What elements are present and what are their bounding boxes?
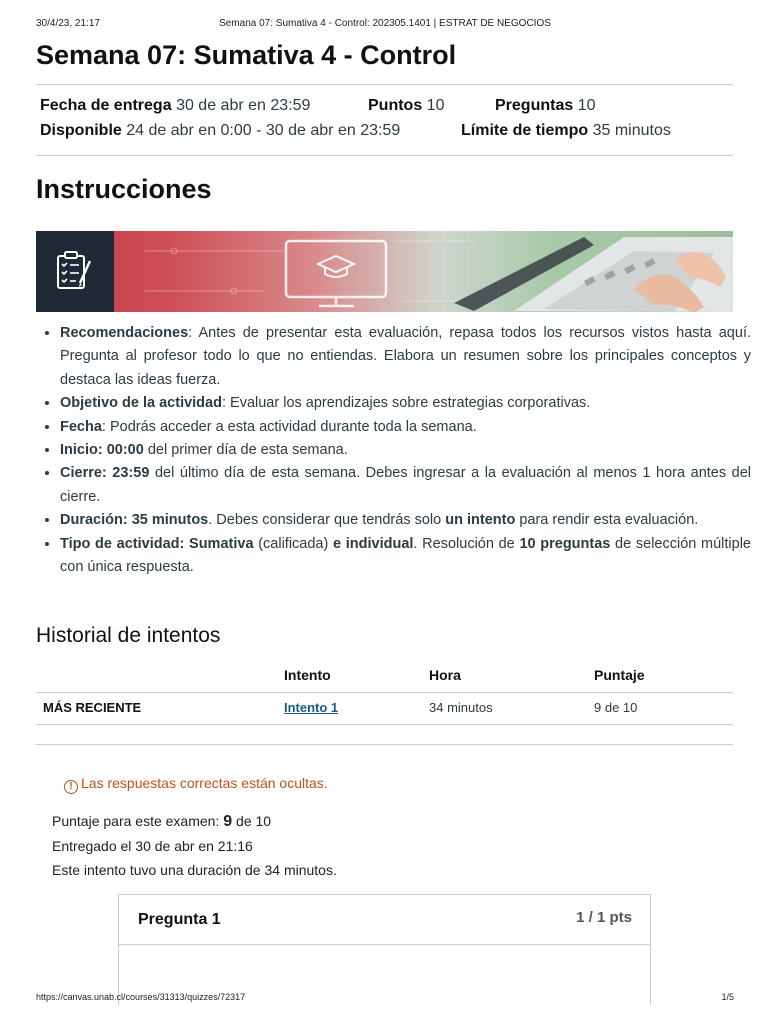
questions-value: 10 bbox=[577, 97, 596, 114]
availability-label: Disponible bbox=[40, 122, 122, 139]
graduation-monitor-icon bbox=[286, 241, 386, 306]
print-url: https://canvas.unab.cl/courses/31313/quizzes/72317 bbox=[36, 992, 246, 1002]
attempt-duration: Este intento tuvo una duración de 34 minutos. bbox=[52, 862, 337, 878]
notice-text: Las respuestas correctas están ocultas. bbox=[81, 775, 328, 791]
alert-icon: ! bbox=[64, 780, 78, 794]
list-item: • Objetivo de la actividad: Evaluar los aprendizajes sobre estrategias corporativas. bbox=[60, 392, 751, 415]
points-value: 10 bbox=[426, 97, 445, 114]
submitted-date: Entregado el 30 de abr en 21:16 bbox=[52, 838, 253, 854]
question-title: Pregunta 1 bbox=[138, 911, 221, 928]
time-limit-label: Límite de tiempo bbox=[461, 122, 589, 139]
due-date bbox=[40, 97, 310, 115]
score-value: 9 bbox=[223, 813, 233, 830]
time-limit-value: 35 minutos bbox=[592, 122, 671, 139]
question-points: 1 / 1 pts bbox=[576, 909, 632, 926]
list-item: • Duración: 35 minutos. Debes considerar que tendrás solo un intento para rendir esta evaluación. bbox=[60, 509, 751, 532]
availability-value: 24 de abr en 0:00 - 30 de abr en 23:59 bbox=[126, 122, 401, 139]
hidden-answers-notice bbox=[64, 775, 328, 794]
print-datetime: 30/4/23, 21:17 bbox=[36, 18, 100, 29]
row-label: MÁS RECIENTE bbox=[43, 700, 142, 715]
page-title: Semana 07: Sumativa 4 - Control bbox=[36, 40, 457, 70]
instructions-heading: Instrucciones bbox=[36, 174, 212, 204]
questions-count bbox=[495, 97, 596, 115]
table-divider bbox=[36, 724, 733, 725]
points bbox=[368, 97, 444, 115]
print-page-number: 1/5 bbox=[721, 992, 734, 1002]
laptop-hands-image bbox=[454, 237, 733, 312]
availability bbox=[40, 122, 400, 140]
instructions-list bbox=[42, 322, 751, 579]
list-item: • Inicio: 00:00 del primer día de esta semana. bbox=[60, 439, 751, 462]
list-item: • Cierre: 23:59 del último día de esta semana. Debes ingresar a la evaluación al menos 1 hora antes del cierre. bbox=[60, 462, 751, 509]
question-card bbox=[118, 894, 651, 1005]
column-header-time: Hora bbox=[429, 667, 461, 683]
table-divider bbox=[36, 692, 733, 693]
attempt-score: 9 de 10 bbox=[594, 700, 638, 715]
attempt-history-heading: Historial de intentos bbox=[36, 624, 221, 647]
due-date-label: Fecha de entrega bbox=[40, 97, 172, 114]
print-document-title: Semana 07: Sumativa 4 - Control: 202305.1401 | ESTRAT DE NEGOCIOS bbox=[219, 18, 551, 29]
divider bbox=[36, 744, 733, 745]
attempt-1-link[interactable]: Intento 1 bbox=[284, 700, 339, 715]
questions-label: Preguntas bbox=[495, 97, 574, 114]
question-header bbox=[119, 895, 650, 945]
column-header-attempt: Intento bbox=[284, 667, 331, 683]
column-header-score: Puntaje bbox=[594, 667, 645, 683]
exam-score: Puntaje para este examen: 9 de 10 bbox=[52, 813, 272, 830]
instructions-banner-image bbox=[36, 231, 733, 312]
due-date-value: 30 de abr en 23:59 bbox=[176, 97, 311, 114]
checklist-icon bbox=[36, 231, 114, 312]
attempt-time: 34 minutos bbox=[429, 700, 493, 715]
list-item: • Tipo de actividad: Sumativa (calificada) e individual. Resolución de 10 preguntas de selección múltiple con única respuesta. bbox=[60, 533, 751, 580]
divider bbox=[36, 155, 733, 156]
list-item: • Fecha: Podrás acceder a esta actividad durante toda la semana. bbox=[60, 416, 751, 439]
print-header bbox=[36, 18, 734, 32]
list-item: • Recomendaciones: Antes de presentar esta evaluación, repasa todos los recursos vistos hasta aquí. Pregunta al profesor todo lo que no entiendas. Elabora un resumen sobre los principales conceptos y destaca las ideas fuerza. bbox=[60, 322, 751, 392]
print-footer bbox=[36, 992, 734, 1006]
time-limit bbox=[461, 122, 671, 140]
divider bbox=[36, 84, 733, 85]
points-label: Puntos bbox=[368, 97, 423, 114]
